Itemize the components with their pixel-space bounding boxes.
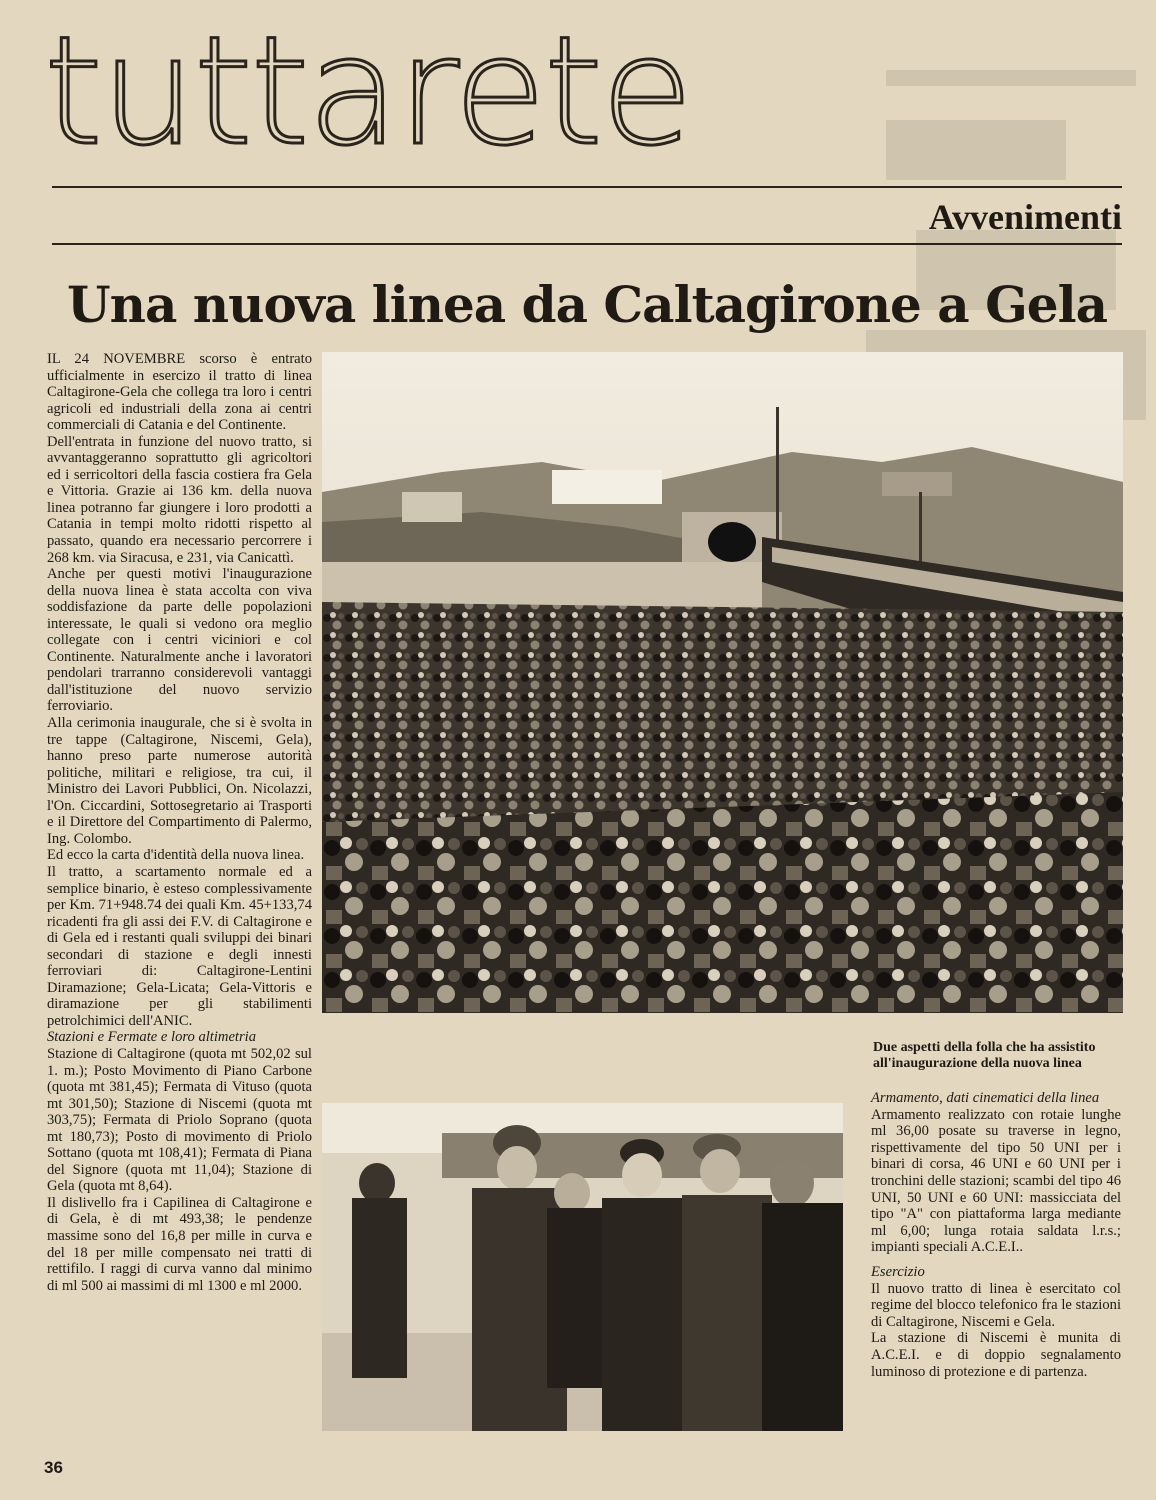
- article-right-column: [871, 1090, 1121, 1380]
- paragraph: Stazione di Caltagirone (quota mt 502,02 sul 1. m.); Posto Movimento di Piano Carbone (quota mt 381,45); Fermata di Vituso (quota mt 301,50); Stazione di Niscemi (quota mt 303,75); Fermata di Priolo Soprano (quota mt 180,73); Posto di movimento di Priolo Sottano (quota mt 108,41); Fermata di Piana del Signore (quota mt 11,04); Stazione di Gela (quota mt 8,64).: [47, 1045, 312, 1195]
- section-title: Avvenimenti: [928, 197, 1122, 237]
- paragraph: Anche per questi motivi l'inaugurazione della nuova linea è stata accolta con viva soddisfazione da parte delle popolazioni interessate, le quali si vedono ora meglio collegate con i centri viciniori e col Continente. Naturalmente anche i lavoratori pendolari trarranno considerevoli vantaggi dall'istituzione del nuovo servizio ferroviario.: [47, 566, 312, 715]
- lead-in: IL 24 NOVEMBRE: [47, 351, 186, 367]
- paragraph: Alla cerimonia inaugurale, che si è svolta in tre tappe (Caltagirone, Niscemi, Gela), hanno preso parte numerose autorità politiche, militari e religiose, tra cui, il Ministro dei Lavori Pubblici, On. Nicolazzi, l'On. Ciccardini, Sottosegretario ai Trasporti e il Direttore del Compartimento di Palermo, Ing. Colombo.: [47, 715, 312, 847]
- paragraph: La stazione di Niscemi è munita di A.C.E.I. e di doppio segnalamento luminoso di protezione e di partenza.: [871, 1330, 1121, 1380]
- top-rule: [52, 186, 1122, 188]
- subheading: Armamento, dati cinematici della linea: [871, 1090, 1100, 1106]
- subheading: Stazioni e Fermate e loro altimetria: [47, 1029, 257, 1046]
- men-group-photo: [322, 1103, 843, 1431]
- paragraph: Il nuovo tratto di linea è esercitato col regime del blocco telefonico fra le stazioni di Caltagirone, Niscemi e Gela.: [871, 1280, 1121, 1330]
- section-rule: [52, 243, 1122, 245]
- subheading: Esercizio: [871, 1263, 925, 1280]
- paragraph: Dell'entrata in funzione del nuovo tratto, si avvantaggeranno soprattutto gli agricoltori ed i serricoltori della fascia costiera fra Gela e Vittoria. Grazie ai 136 km. della nuova linea potranno far giungere i loro prodotti a Catania in tempi molto ridotti rispetto al passato, quando era necessario percorrere i 268 km. via Siracusa, e 231, via Canicattì.: [47, 433, 312, 566]
- article-headline: Una nuova linea da Caltagirone a Gela: [66, 275, 1107, 334]
- paragraph: [47, 351, 312, 434]
- masthead-logo: tuttarete: [44, 5, 692, 179]
- paragraph: Il tratto, a scartamento normale ed a semplice binario, è esteso complessivamente per Km. 71+948.74 dei quali Km. 45+133,74 ricadenti fra gli assi dei F.V. di Caltagirone e di Gela ed i restanti quali sviluppi dei binari secondari di stazione e degli innesti ferroviari di: Caltagirone-Lentini Diramazione; Gela-Licata; Gela-Vittoris e diramazione per gli stabilimenti petrolchimici dell'ANIC.: [47, 863, 312, 1029]
- article-left-column: [47, 351, 312, 1294]
- paragraph: Armamento realizzato con rotaie lunghe ml 36,00 posate su traverse in legno, rispettivamente del tipo 50 UNI per i binari di corsa, 46 UNI e 60 UNI per i tronchini delle stazioni; scambi del tipo 46 UNI, 50 UNI e 60 UNI: massicciata del tipo "A" con piattaforma larga mediante ml 6,00; lunga rotaia saldata l.r.s.; impianti speciali A.C.E.I..: [871, 1106, 1121, 1256]
- paragraph: Il dislivello fra i Capilinea di Caltagirone e di Gela, è di mt 493,38; le pendenze massime sono del 16,8 per mille in curva e del 18 per mille compensato nei tratti di rettifilo. I raggi di curva vanno dal minimo di ml 500 ai massimi di ml 1300 e ml 2000.: [47, 1194, 312, 1294]
- photo-caption: Due aspetti della folla che ha assistito all'inaugurazione della nuova linea: [873, 1040, 1096, 1071]
- paragraph: Ed ecco la carta d'identità della nuova linea.: [47, 847, 305, 864]
- page-number: 36: [44, 1458, 63, 1477]
- crowd-station-photo: [322, 352, 1123, 1013]
- paragraph-text: scorso è entrato ufficialmente in esercizo il tratto di linea Caltagirone-Gela che collega tra loro i centri agricoli ed industriali della zona ai centri commerciali di Catania e del Continente.: [47, 351, 313, 434]
